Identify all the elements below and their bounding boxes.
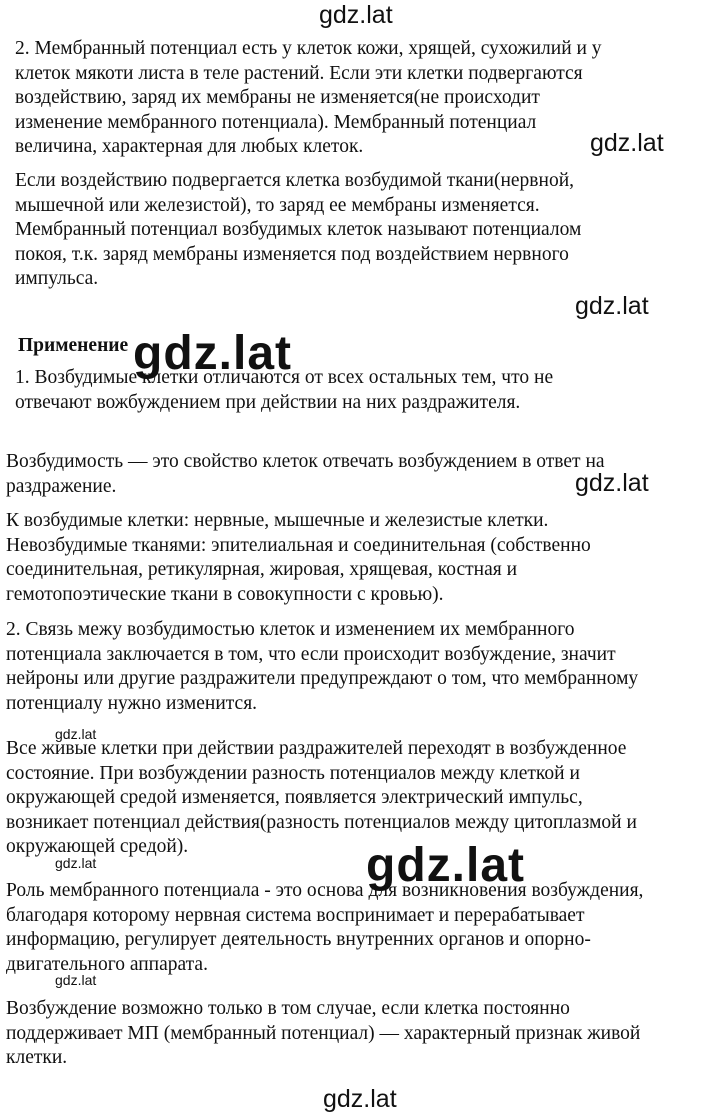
paragraph-7: Все живые клетки при действии раздражителей переходят в возбужденное состояние. При возбуждении разность потенциалов между клеткой и окружающей средой изменяется, появляется электрический импульс, возникает потенциал действия(разность потенциалов между цитоплазмой и окружающей средой). <box>6 738 637 857</box>
watermark: gdz.lat <box>366 839 525 892</box>
watermark: gdz.lat <box>133 327 292 380</box>
watermark: gdz.lat <box>55 726 97 742</box>
paragraph-1: 2. Мембранный потенциал есть у клеток кожи, хрящей, сухожилий и у клеток мякоти листа в теле растений. Если эти клетки подвергаются воздействию, заряд их мембраны не изменяется(не происходит изменение мембранного потенциала). Мембранный потенциал величина, характерная для любых клеток. <box>15 38 602 157</box>
watermark: gdz.lat <box>55 855 97 871</box>
paragraph-6: 2. Связь межу возбудимостью клеток и изменением их мембранного потенциала заключается в том, что если происходит возбуждение, значит нейроны или другие раздражители предупреждают о том, что мембранному потенциалу нужно изменится. <box>6 619 639 714</box>
watermark: gdz.lat <box>575 469 649 497</box>
section-heading: Применение <box>18 335 129 356</box>
watermark: gdz.lat <box>319 1 393 29</box>
watermark: gdz.lat <box>323 1085 397 1113</box>
paragraph-5: К возбудимые клетки: нервные, мышечные и железистые клетки. Невозбудимые тканями: эпителиальная и соединительная (собственно соединительная, ретикулярная, жировая, хрящевая, костная и гемотопоэтические ткани в совокупности с кровью). <box>6 510 591 605</box>
paragraph-9: Возбуждение возможно только в том случае, если клетка постоянно поддерживает МП (мембранный потенциал) — характерный признак живой клетки. <box>6 998 641 1068</box>
paragraph-2: Если воздействию подвергается клетка возбудимой ткани(нервной, мышечной или железистой), то заряд ее мембраны изменяется. Мембранный потенциал возбудимых клеток называют потенциалом покоя, т.к. заряд мембраны изменяется под воздействием нервного импульса. <box>15 170 582 289</box>
paragraph-3: 1. Возбудимые клетки отличаются от всех остальных тем, что не отвечают вожбуждением при действии на них раздражителя. <box>15 367 554 413</box>
watermark: gdz.lat <box>55 972 97 988</box>
watermark: gdz.lat <box>575 292 649 320</box>
watermark: gdz.lat <box>590 129 664 157</box>
paragraph-8: Роль мембранного потенциала - это основа для возникновения возбуждения, благодаря которому нервная система воспринимает и перерабатывает информацию, регулирует деятельность внутренних органов и опорно- двигательного аппарата. <box>6 880 644 975</box>
paragraph-4: Возбудимость — это свойство клеток отвечать возбуждением в ответ на раздражение. <box>6 451 605 497</box>
